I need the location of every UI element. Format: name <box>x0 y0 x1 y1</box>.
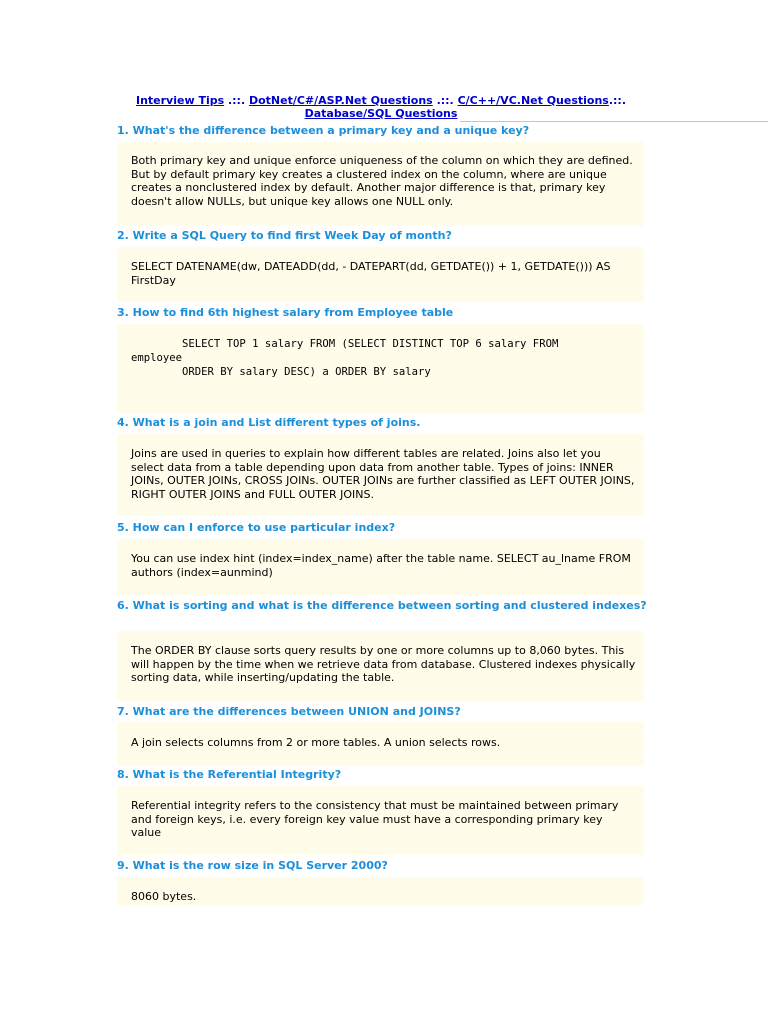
answer-text: Both primary key and unique enforce uniqueness of the column on which they are defined. But by default primary key creates a clustered index on the column, where are unique creates a nonclustered index by default. Another major difference is that, primary key doesn't allow NULLs, but unique key allows one NULL only. <box>131 154 633 208</box>
answer-text: Joins are used in queries to explain how different tables are related. Joins also let you select data from a table depending upon data from another table. Types of joins: INNER JOINs, OUTER JOINs, CROSS JOINs. OUTER JOINs are further classified as LEFT OUTER JOINS, RIGHT OUTER JOINS and FULL OUTER JOINS. <box>131 447 635 501</box>
nav-link-c-questions[interactable]: C/C++/VC.Net Questions <box>457 94 609 107</box>
answer-box <box>117 877 644 905</box>
question-heading: 4. What is a join and List different types of joins. <box>117 416 421 429</box>
nav-link-interview-tips[interactable]: Interview Tips <box>135 94 225 107</box>
nav-separator: .::. <box>432 94 458 107</box>
nav-links <box>118 94 644 120</box>
answer-box <box>117 324 644 413</box>
answer-text: Referential integrity refers to the consistency that must be maintained between primary and foreign keys, i.e. every foreign key value must have a corresponding primary key value <box>131 799 619 840</box>
answer-text: You can use index hint (index=index_name) after the table name. SELECT au_lname FROM authors (index=aunmind) <box>131 552 631 579</box>
question-heading: 9. What is the row size in SQL Server 2000? <box>117 859 388 872</box>
divider-line <box>460 121 768 122</box>
answer-box <box>117 786 644 855</box>
question-heading: 6. What is sorting and what is the difference between sorting and clustered indexes? <box>117 599 647 612</box>
answer-box <box>117 434 644 516</box>
question-heading: 8. What is the Referential Integrity? <box>117 768 342 781</box>
answer-box <box>117 631 644 701</box>
question-heading: 5. How can I enforce to use particular index? <box>117 521 396 534</box>
answer-text: 8060 bytes. <box>131 890 197 903</box>
question-heading: 1. What's the difference between a primary key and a unique key? <box>117 124 530 137</box>
nav-separator: .::. <box>608 94 627 107</box>
answer-box <box>117 722 644 766</box>
answer-box <box>117 247 644 302</box>
question-heading: 7. What are the differences between UNION and JOINS? <box>117 705 461 718</box>
nav-link-database-questions[interactable]: Database/SQL Questions <box>304 107 458 120</box>
nav-link-dotnet-questions[interactable]: DotNet/C#/ASP.Net Questions <box>248 94 433 107</box>
answer-code: SELECT TOP 1 salary FROM (SELECT DISTINCT TOP 6 salary FROM employee ORDER BY salary DESC) a ORDER BY salary <box>131 338 559 378</box>
answer-box <box>117 142 644 226</box>
answer-text: A join selects columns from 2 or more tables. A union selects rows. <box>131 736 501 749</box>
answer-text: The ORDER BY clause sorts query results by one or more columns up to 8,060 bytes. This will happen by the time when we retrieve data from database. Clustered indexes physically sorting data, while inserting/updating the table. <box>131 644 636 685</box>
answer-text: SELECT DATENAME(dw, DATEADD(dd, - DATEPART(dd, GETDATE()) + 1, GETDATE())) AS FirstDay <box>131 260 611 287</box>
nav-separator: .::. <box>224 94 249 107</box>
question-heading: 2. Write a SQL Query to find first Week Day of month? <box>117 229 452 242</box>
answer-box <box>117 539 644 595</box>
question-heading: 3. How to find 6th highest salary from Employee table <box>117 306 454 319</box>
